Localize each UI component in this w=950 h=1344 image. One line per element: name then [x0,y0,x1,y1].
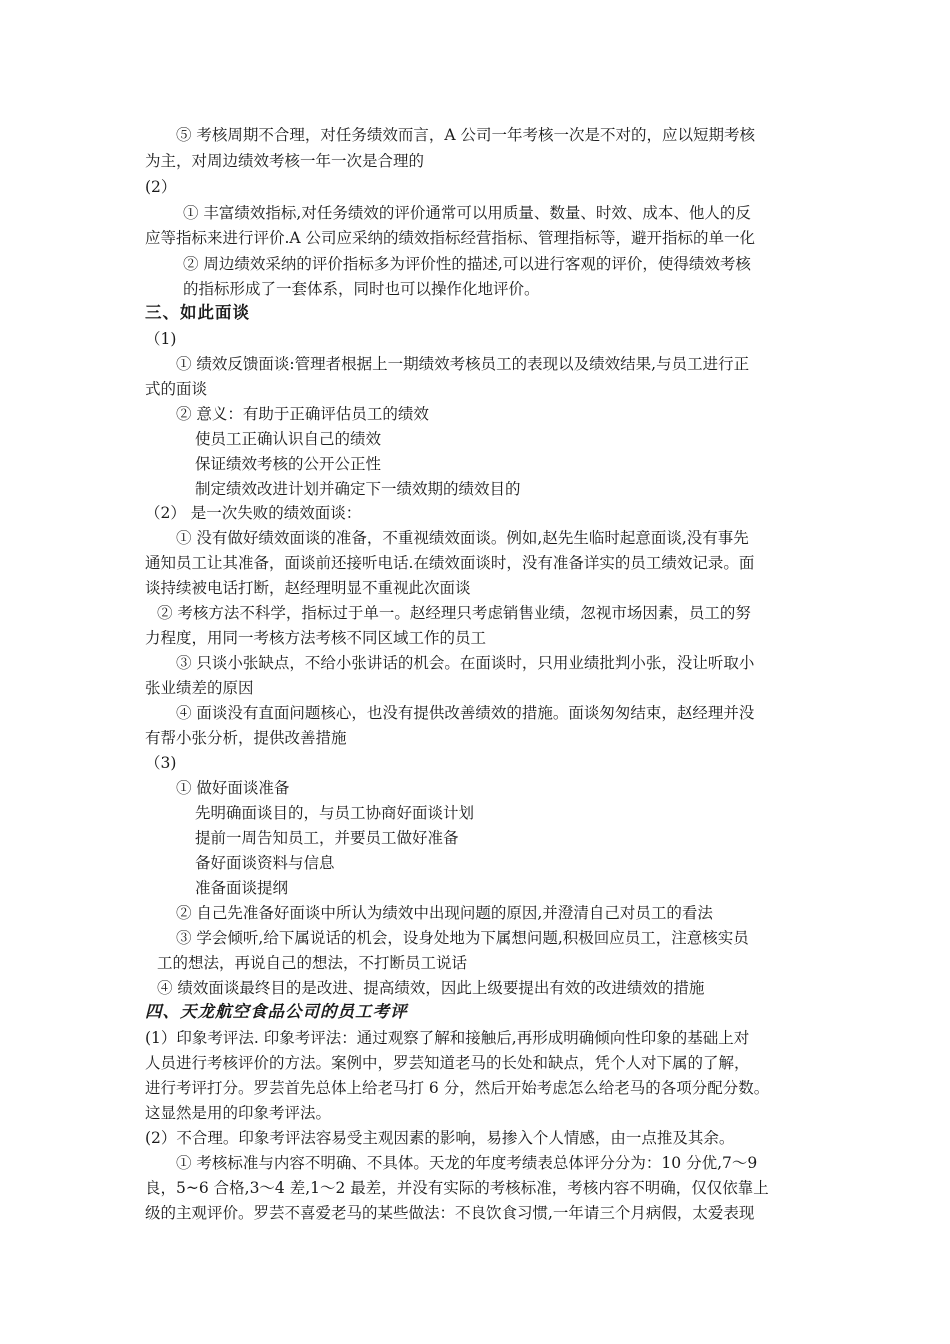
text-line: 工的想法，再说自己的想法，不打断员工说话 [157,954,468,972]
text-line: ① 考核标准与内容不明确、不具体。天龙的年度考绩表总体评分分为：10 分优,7～9 [176,1154,758,1172]
text-line: 应等指标来进行评价.A 公司应采纳的绩效指标经营指标、管理指标等，避开指标的单一化 [145,229,756,247]
text-line: (1）印象考评法. 印象考评法：通过观察了解和接触后,再形成明确倾向性印象的基础上对 [145,1029,750,1047]
text-line: 准备面谈提纲 [195,879,289,897]
text-line: 通知员工让其准备，面谈前还接听电话.在绩效面谈时，没有准备详实的员工绩效记录。面 [145,554,755,572]
text-line: 的指标形成了一套体系，同时也可以操作化地评价。 [183,280,540,298]
text-line: 保证绩效考核的公开公正性 [195,455,382,473]
text-line: (2）不合理。印象考评法容易受主观因素的影响，易掺入个人情感，由一点推及其余。 [145,1129,735,1147]
text-line: ⑤ 考核周期不合理，对任务绩效而言，A 公司一年考核一次是不对的，应以短期考核 [176,126,756,144]
text-line: 备好面谈资料与信息 [195,854,335,872]
text-line: ① 丰富绩效指标,对任务绩效的评价通常可以用质量、数量、时效、成本、他人的反 [183,204,751,222]
text-line: 力程度，用同一考核方法考核不同区域工作的员工 [145,629,487,647]
text-line: 为主，对周边绩效考核一年一次是合理的 [145,152,425,170]
text-line: 进行考评打分。罗芸首先总体上给老马打 6 分，然后开始考虑怎么给老马的各项分配分数。 [145,1079,770,1097]
text-line: 先明确面谈目的，与员工协商好面谈计划 [195,804,475,822]
text-line: 这显然是用的印象考评法。 [145,1104,332,1122]
section-heading: 四、天龙航空食品公司的员工考评 [145,1002,408,1021]
text-line: 使员工正确认识自己的绩效 [195,430,382,448]
text-line: 有帮小张分析，提供改善措施 [145,729,347,747]
text-line: ④ 绩效面谈最终目的是改进、提高绩效，因此上级要提出有效的改进绩效的措施 [157,979,705,997]
section-heading: 三、如此面谈 [145,303,250,322]
text-line: ④ 面谈没有直面问题核心，也没有提供改善绩效的措施。面谈匆匆结束，赵经理并没 [176,704,755,722]
text-line: ② 意义：有助于正确评估员工的绩效 [176,405,429,423]
text-line: ② 自己先准备好面谈中所认为绩效中出现问题的原因,并澄清自己对员工的看法 [176,904,713,922]
text-line: ③ 只谈小张缺点，不给小张讲话的机会。在面谈时，只用业绩批判小张，没让听取小 [176,654,755,672]
text-line: 人员进行考核评价的方法。案例中，罗芸知道老马的长处和缺点，凭个人对下属的了解， [145,1054,750,1072]
text-line: ② 考核方法不科学，指标过于单一。赵经理只考虑销售业绩，忽视市场因素，员工的努 [157,604,751,622]
text-line: 级的主观评价。罗芸不喜爱老马的某些做法：不良饮食习惯,一年请三个月病假，太爱表现 [145,1204,755,1222]
text-line: （2） 是一次失败的绩效面谈： [145,504,362,522]
text-line: 良，5~6 合格,3～4 差,1～2 最差，并没有实际的考核标准，考核内容不明确，仅仅依靠上 [145,1179,769,1197]
text-line: （3) [145,754,177,772]
text-line: 式的面谈 [145,380,208,398]
text-line: 张业绩差的原因 [145,679,254,697]
text-line: 制定绩效改进计划并确定下一绩效期的绩效目的 [195,480,521,498]
text-line: ② 周边绩效采纳的评价指标多为评价性的描述,可以进行客观的评价，使得绩效考核 [183,255,751,273]
text-line: 谈持续被电话打断，赵经理明显不重视此次面谈 [145,579,471,597]
text-line: (2） [145,178,177,196]
text-line: 提前一周告知员工，并要员工做好准备 [195,829,459,847]
text-line: ① 做好面谈准备 [176,779,290,797]
text-line: （1) [145,330,177,348]
text-line: ① 绩效反馈面谈:管理者根据上一期绩效考核员工的表现以及绩效结果,与员工进行正 [176,355,750,373]
text-line: ① 没有做好绩效面谈的准备，不重视绩效面谈。例如,赵先生临时起意面谈,没有事先 [176,529,749,547]
text-line: ③ 学会倾听,给下属说话的机会，设身处地为下属想问题,积极回应员工，注意核实员 [176,929,749,947]
